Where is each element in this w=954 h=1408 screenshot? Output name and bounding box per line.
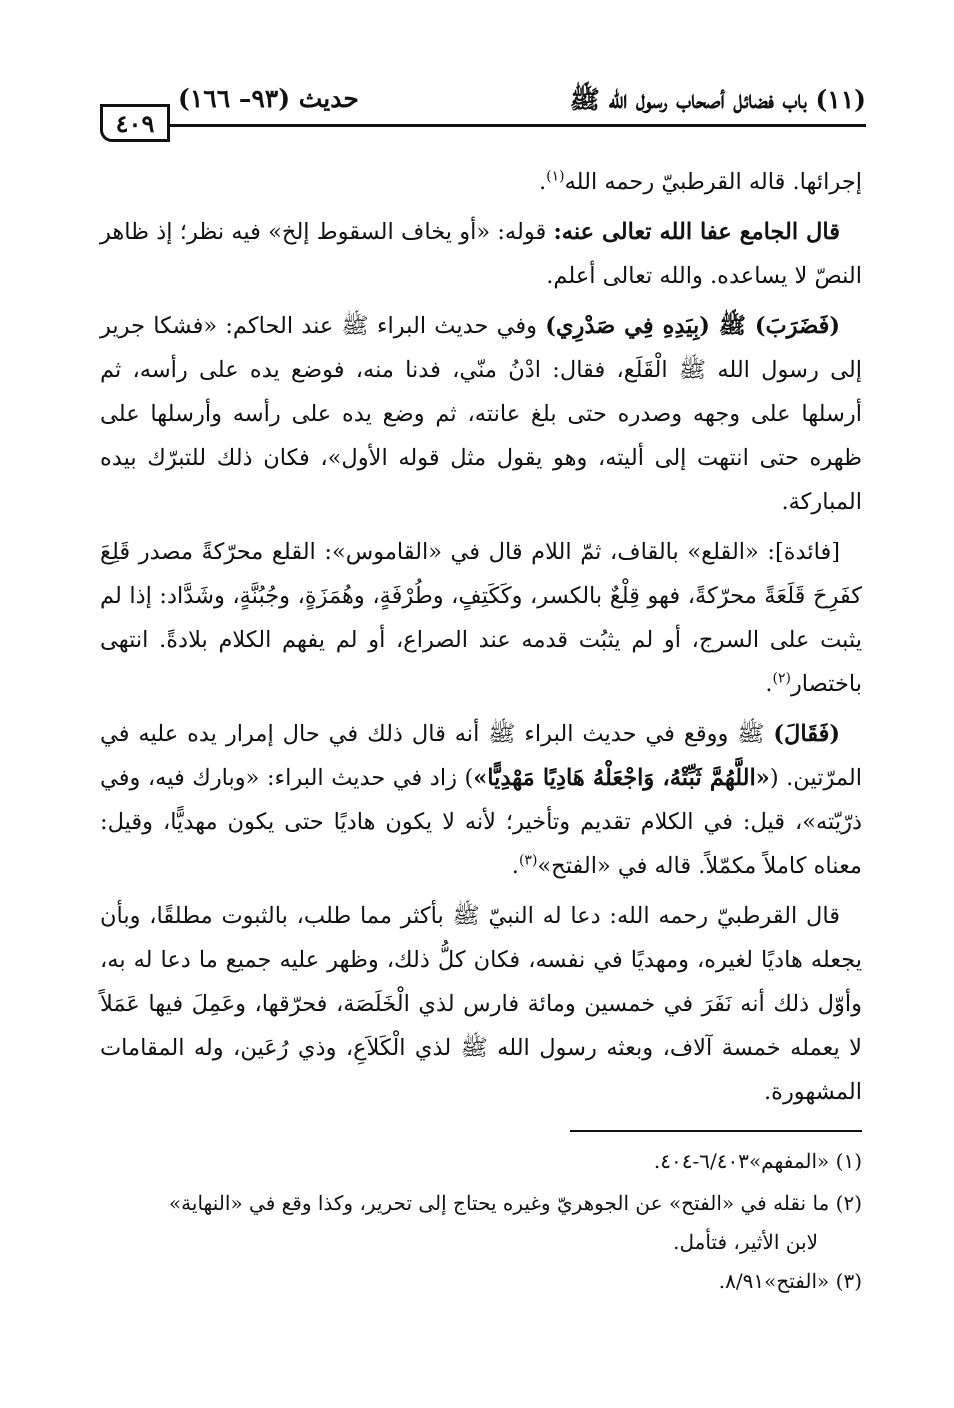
running-header (100, 78, 866, 126)
paragraph-1-text: إجرائها. قاله القرطبيّ رحمه الله (564, 169, 862, 195)
paragraph-4 (100, 530, 862, 706)
paragraph-5-text-b: ) زاد في حديث البراء: «وبارك فيه، وفي ذرّيّته»، قيل: في الكلام تقديم وتأخير؛ لأنه لا يكون هاديًا حتى يكون مهديًّا، وقيل: معناه كاملاً مكمّلاً. قاله في «الفتح» (100, 765, 862, 879)
paragraph-1-end: . (538, 169, 547, 195)
paragraph-1 (100, 160, 862, 204)
paragraph-5-dua: «اللَّهُمَّ ثَبِّتْهُ، وَاجْعَلْهُ هَادِيًا مَهْدِيًّا» (473, 765, 770, 791)
footnote-separator (570, 1130, 862, 1132)
main-text (100, 160, 862, 1120)
paragraph-4-end: . (765, 671, 773, 697)
paragraph-2-text: قوله: «أو يخاف السقوط إلخ» فيه نظر؛ إذ ظاهر النصّ لا يساعده. والله تعالى أعلم. (100, 219, 862, 289)
paragraph-2 (100, 210, 862, 298)
paragraph-2-lead: قال الجامع عفا الله تعالى عنه: (553, 219, 840, 245)
footnote-1: (١) «المفهم»٦/٤٠٣-٤٠٤. (653, 1149, 862, 1173)
footnote-2-line-1: (٢) ما نقله في «الفتح» عن الجوهريّ وغيره يحتاج إلى تحرير، وكذا وقع في «النهاية» (168, 1191, 862, 1215)
footnote-3: (٣) «الفتح»٨/٩١. (718, 1269, 862, 1293)
page-number: ٤٠٩ (100, 104, 170, 142)
footnote-ref-2: (٢) (772, 670, 791, 687)
paragraph-3 (100, 304, 862, 524)
paragraph-4-text: [فائدة]: «القلع» بالقاف، ثمّ اللام قال في «القاموس»: القلع محرّكةً مصدر قَلِعَ كفَرِحَ قَلَعَةً محرّكةً، فهو قِلْعٌ بالكسر، وكَكَتِفٍ، وطُرْفَةٍ، وهُمَزَةٍ، وجُبُنَّةٍ، وشَدَّاد: إذا لم يثبت على السرج، أو لم يثبُت قدمه عند الصراع، أو لم يفهم الكلام بلادةً. انتهى باختصار (100, 539, 862, 697)
paragraph-5-lead: (فَقَالَ) (773, 721, 841, 747)
hadith-range: حديث (٩٣– ١٦٦) (178, 84, 359, 113)
paragraph-5-end: . (511, 853, 519, 879)
paragraph-3-lead: (فَضَرَبَ) ﷺ (بِيَدِهِ فِي صَدْرِي) (545, 313, 841, 339)
footnote-2-line-2: لابن الأثير، فتأمل. (673, 1230, 818, 1254)
paragraph-3-text: وفي حديث البراء ﷺ عند الحاكم: «فشكا جرير إلى رسول الله ﷺ الْقَلَع، فقال: ادْنُ منّي، فدنا منه، فوضع يده على رأسه، ثم أرسلها على وجهه وصدره حتى بلغ عانته، ثم وضع يده على رأسه وأرسلها على ظهره حتى انتهت إلى أليته، وهو يقول مثل قوله الأول»، فكان ذلك للتبرّك بيده المباركة. (100, 313, 862, 515)
header-rule (170, 124, 866, 127)
footnotes (100, 1140, 862, 1302)
paragraph-6-text: قال القرطبيّ رحمه الله: دعا له النبيّ ﷺ بأكثر مما طلب، بالثبوت مطلقًا، وبأن يجعله هاديًا لغيره، ومهديًا في نفسه، فكان كلُّ ذلك، وظهر عليه جميع ما دعا له به، وأوّل ذلك أنه نَفَرَ في خمسين ومائة فارس لذي الْخَلَصَة، فحرّقها، وعَمِلَ فيها عَمَلاً لا يعمله خمسة آلاف، وبعثه رسول الله ﷺ لذي الْكَلاَعِ، وذي رُعَين، وله المقامات المشهورة. (100, 903, 862, 1105)
paragraph-5-text-a: ﷺ ووقع في حديث البراء ﷺ أنه قال ذلك في حال إمرار يده عليه في المرّتين. ( (100, 721, 862, 791)
footnote-ref-1: (١) (546, 168, 565, 185)
paragraph-5 (100, 712, 862, 888)
footnote-ref-3: (٣) (518, 852, 538, 869)
chapter-title: (١١) باب فضائل أصحاب رسول الله ﷺ (569, 85, 866, 114)
paragraph-6 (100, 894, 862, 1114)
footnote-2 (100, 1182, 862, 1260)
